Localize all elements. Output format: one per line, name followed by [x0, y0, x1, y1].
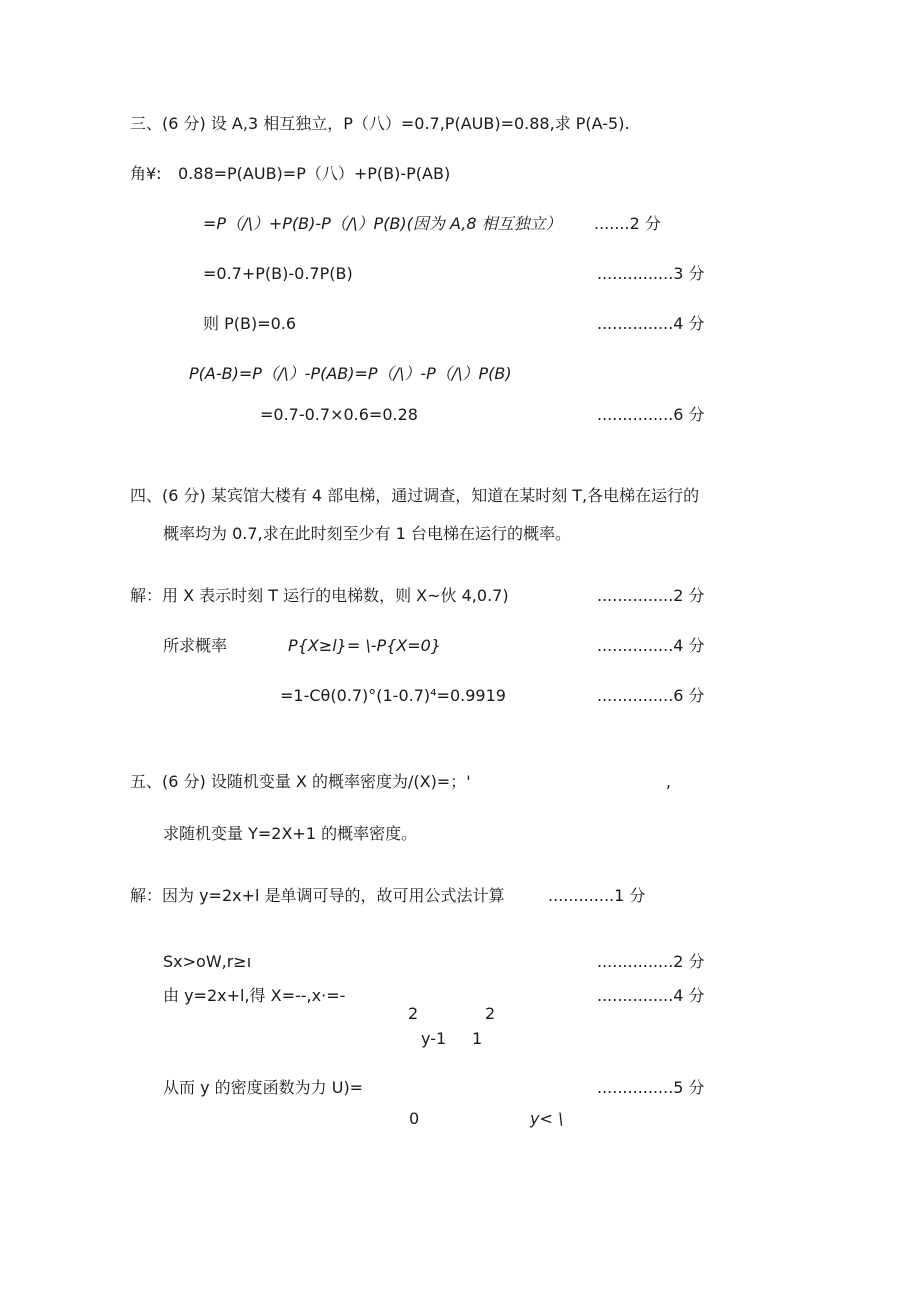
q5-frac-b: 2	[485, 1004, 496, 1023]
q3-step4: P(A-B)=P（/\）-P(AB)=P（/\）-P（/\）P(B)	[189, 364, 512, 383]
q3-step5: =0.7-0.7×0.6=0.28	[260, 405, 418, 424]
q3-step2: =0.7+P(B)-0.7P(B)	[203, 264, 353, 283]
q3-title: 三、(6 分) 设 A,3 相互独立，P（八）=0.7,P(AUB)=0.88,求 P(A-5).	[130, 114, 630, 133]
q5-frac-d: 1	[472, 1029, 483, 1048]
q4-title-line1: 四、(6 分) 某宾馆大楼有 4 部电梯，通过调查，知道在某时刻 T,各电梯在运行的	[130, 486, 700, 505]
q4-sol2-formula: P{X≥l}= \-P{X=0}	[288, 636, 442, 655]
q5-frac-c: y-1	[421, 1029, 447, 1048]
q5-line2: 求随机变量 Y=2X+1 的概率密度。	[163, 824, 418, 843]
q5-zero: 0	[409, 1109, 420, 1128]
q3-step1-score: .......2 分	[594, 214, 661, 233]
q5-cond: y< \	[530, 1109, 564, 1128]
q3-step5-score: ...............6 分	[597, 405, 705, 424]
q5-title: 五、(6 分) 设随机变量 X 的概率密度为/(X)=；'	[130, 772, 471, 791]
q5-s3-score: ...............4 分	[597, 986, 705, 1005]
q3-sol-line1: 0.88=P(AUB)=P（八）+P(B)-P(AB)	[178, 164, 451, 183]
q3-sol-prefix: 角¥:	[130, 164, 162, 183]
q4-sol1: 解：用 X 表示时刻 T 运行的电梯数，则 X~伙 4,0.7)	[130, 586, 509, 605]
q5-s2-score: ...............2 分	[597, 952, 705, 971]
q5-s3: 由 y=2x+l,得 X=--,x·=-	[163, 986, 346, 1005]
q4-sol1-score: ...............2 分	[597, 586, 705, 605]
q5-sol1-score: .............1 分	[548, 886, 646, 905]
q5-sol1: 解：因为 y=2x+l 是单调可导的，故可用公式法计算	[130, 886, 505, 905]
q5-s4-score: ...............5 分	[597, 1078, 705, 1097]
q3-step1: =P（/\）+P(B)-P（/\）P(B)(因为 A,8 相互独立）	[203, 214, 562, 233]
q3-step3: 则 P(B)=0.6	[203, 314, 297, 333]
q5-title-comma: ,	[666, 772, 672, 791]
q4-sol2-score: ...............4 分	[597, 636, 705, 655]
q5-s2: Sx>oW,r≥ı	[163, 952, 252, 971]
q4-sol3-score: ...............6 分	[597, 686, 705, 705]
q3-step3-score: ...............4 分	[597, 314, 705, 333]
q5-s4: 从而 y 的密度函数为力 U)=	[163, 1078, 364, 1097]
q4-sol2-label: 所求概率	[163, 636, 228, 655]
q3-step2-score: ...............3 分	[597, 264, 705, 283]
q4-title-line2: 概率均为 0.7,求在此时刻至少有 1 台电梯在运行的概率。	[163, 524, 571, 543]
q4-sol3: =1-Cθ(0.7)°(1-0.7)⁴=0.9919	[280, 686, 506, 705]
q5-frac-a: 2	[408, 1004, 419, 1023]
